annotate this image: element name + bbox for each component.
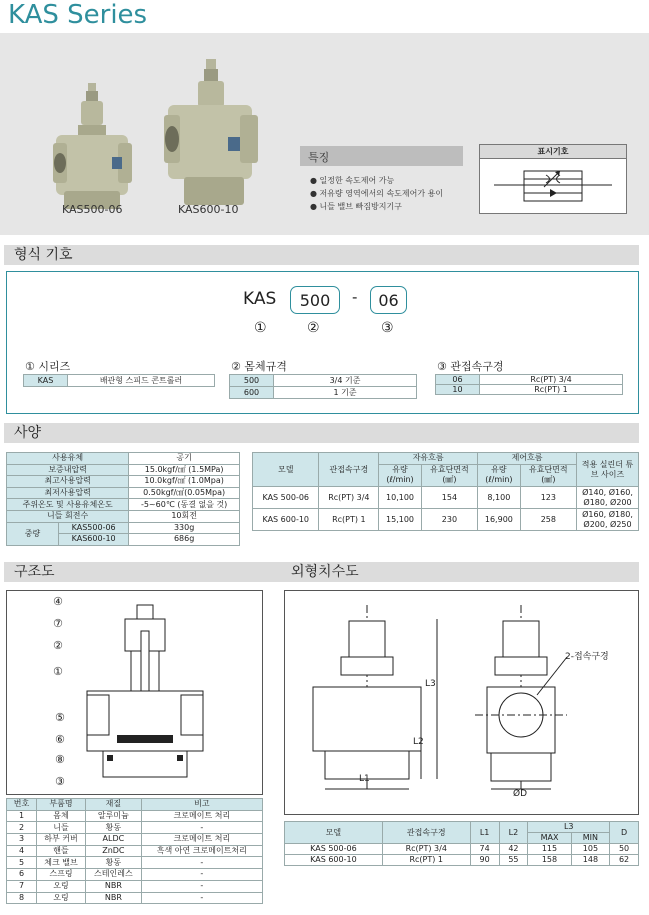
section-spec: 사양 <box>4 423 639 443</box>
table-row: KAS 500-06 Rc(PT) 3/4 10,100 154 8,100 123 Ø140, Ø160, Ø180, Ø200 <box>253 487 639 509</box>
table-row: 사용유체 공기 <box>7 453 240 465</box>
label-port: 2-접속구경 <box>565 652 609 662</box>
body-table <box>229 374 417 399</box>
spec-table <box>6 452 240 546</box>
label-od: ØD <box>513 789 528 799</box>
series-title: ① 시리즈 <box>25 360 71 373</box>
structure-drawing <box>6 590 263 795</box>
label-l1: L1 <box>359 774 370 784</box>
callout-7: ⑦ <box>53 617 63 630</box>
table-row: 보증내압력 15.0kgf/㎠ (1.5MPa) <box>7 464 240 476</box>
table-row: 2 니들 황동 - <box>7 822 263 834</box>
table-row: 5 체크 밸브 황동 - <box>7 857 263 869</box>
model-code-box <box>6 271 639 414</box>
mark-3: ③ <box>381 320 394 336</box>
features-list <box>310 174 443 213</box>
table-row: KAS 600-10 Rc(PT) 1 90 55 158 148 62 <box>285 855 639 866</box>
callout-1: ① <box>53 665 63 678</box>
table-row: 8 오링 NBR - <box>7 892 263 904</box>
outline-drawing-icon <box>285 591 638 814</box>
table-row: 주위온도 및 사용유체온도 -5~60℃ (동결 없을 것) <box>7 499 240 511</box>
table-row: 10 Rc(PT) 1 <box>436 385 623 395</box>
bullet-icon: ● <box>310 189 320 198</box>
model-label-a: KAS500-06 <box>62 203 123 216</box>
code-dash: - <box>352 288 358 306</box>
feature-item: ● 일정한 속도제어 가능 <box>310 176 395 185</box>
parts-table: 번호 부품명 재질 비고 1 몸체 알루미늄 크로메이트 처리 2 니들 황동 - 3 하부 커버 ALDC 크로메이트 처리 4 핸들 ZnDC 흑색 아연 크로메이트처리 5 체크 밸브 황동 - 6 스프링 스테인레스 - 7 오링 NBR - 8 오링 NBR - <box>6 798 263 904</box>
page-title: KAS Series <box>8 0 148 30</box>
code-prefix: KAS <box>243 289 277 309</box>
valve-kas500-image <box>48 73 138 223</box>
body-title: ② 몸체규격 <box>231 360 287 373</box>
table-row: 500 3/4 기준 <box>230 375 417 387</box>
symbol-box <box>479 144 627 214</box>
table-row: 06 Rc(PT) 3/4 <box>436 375 623 385</box>
table-row: KAS 배관형 스피드 콘트롤러 <box>24 375 215 387</box>
bullet-icon: ● <box>310 176 320 185</box>
mark-1: ① <box>254 320 267 336</box>
section-structure: 구조도 <box>4 562 282 582</box>
table-row: 6 스프링 스테인레스 - <box>7 869 263 881</box>
section-model-code: 형식 기호 <box>4 245 639 265</box>
table-row: 1 몸체 알루미늄 크로메이트 처리 <box>7 810 263 822</box>
symbol-title: 표시기호 <box>480 145 626 159</box>
label-l2: L2 <box>413 737 424 747</box>
cross-section-icon <box>7 591 262 794</box>
table-row: KAS600-10 686g <box>7 534 240 546</box>
callout-5: ⑤ <box>55 711 65 724</box>
callout-8: ⑧ <box>55 753 65 766</box>
mark-2: ② <box>307 320 320 336</box>
bullet-icon: ● <box>310 202 320 211</box>
model-label-b: KAS600-10 <box>178 203 239 216</box>
table-row: 최고사용압력 10.0kgf/㎠ (1.0Mpa) <box>7 476 240 488</box>
dimension-drawing <box>284 590 639 815</box>
callout-2: ② <box>53 639 63 652</box>
features-title: 특징 <box>300 146 463 166</box>
callout-6: ⑥ <box>55 733 65 746</box>
label-l3: L3 <box>425 679 436 689</box>
dimension-table: 모델 관접속구경 L1 L2 L3 D MAX MIN KAS 500-06 Rc(PT) 3/4 74 42 115 105 50 KAS 600-10 Rc(PT) 1 90 55 158 148 62 <box>284 821 639 866</box>
table-row: 600 1 기준 <box>230 387 417 399</box>
code-body-size: 500 <box>290 286 340 314</box>
table-row: 7 오링 NBR - <box>7 880 263 892</box>
table-row: 최저사용압력 0.50kgf/㎠(0.05Mpa) <box>7 487 240 499</box>
feature-item: ● 저유량 영역에서의 속도제어가 용이 <box>310 189 444 198</box>
table-row: 중량 KAS500-06 330g <box>7 522 240 534</box>
table-row: KAS 500-06 Rc(PT) 3/4 74 42 115 105 50 <box>285 844 639 855</box>
code-port-size: 06 <box>370 286 407 314</box>
port-table <box>435 374 623 395</box>
table-row: 니들 회전수 10회전 <box>7 510 240 522</box>
section-dimension: 외형치수도 <box>281 562 639 582</box>
flow-table: 모델 관접속구경 자유흐름 제어흐름 적용 실린더 튜브 사이즈 유량 (ℓ/min) 유효단면적 (㎟) 유량 (ℓ/min) 유효단면적 (㎟) KAS 500-06 Rc(PT) 3/4 10,100 154 8,100 123 Ø140, Ø160, Ø180, Ø200 KAS 600-10 Rc(PT) 1 15,100 230 16,900 258 Ø160, Ø180, Ø200, Ø250 <box>252 452 639 531</box>
series-table <box>23 374 215 387</box>
callout-3: ③ <box>55 775 65 788</box>
port-title: ③ 관접속구경 <box>437 360 504 373</box>
table-row: 3 하부 커버 ALDC 크로메이트 처리 <box>7 834 263 846</box>
table-row: 4 핸들 ZnDC 흑색 아연 크로메이트처리 <box>7 845 263 857</box>
feature-item: ● 니들 밸브 빠짐방지기구 <box>310 202 402 211</box>
speed-control-symbol-icon <box>480 159 626 213</box>
valve-kas600-image <box>160 53 270 223</box>
callout-4: ④ <box>53 595 63 608</box>
table-row: KAS 600-10 Rc(PT) 1 15,100 230 16,900 258 Ø160, Ø180, Ø200, Ø250 <box>253 509 639 531</box>
